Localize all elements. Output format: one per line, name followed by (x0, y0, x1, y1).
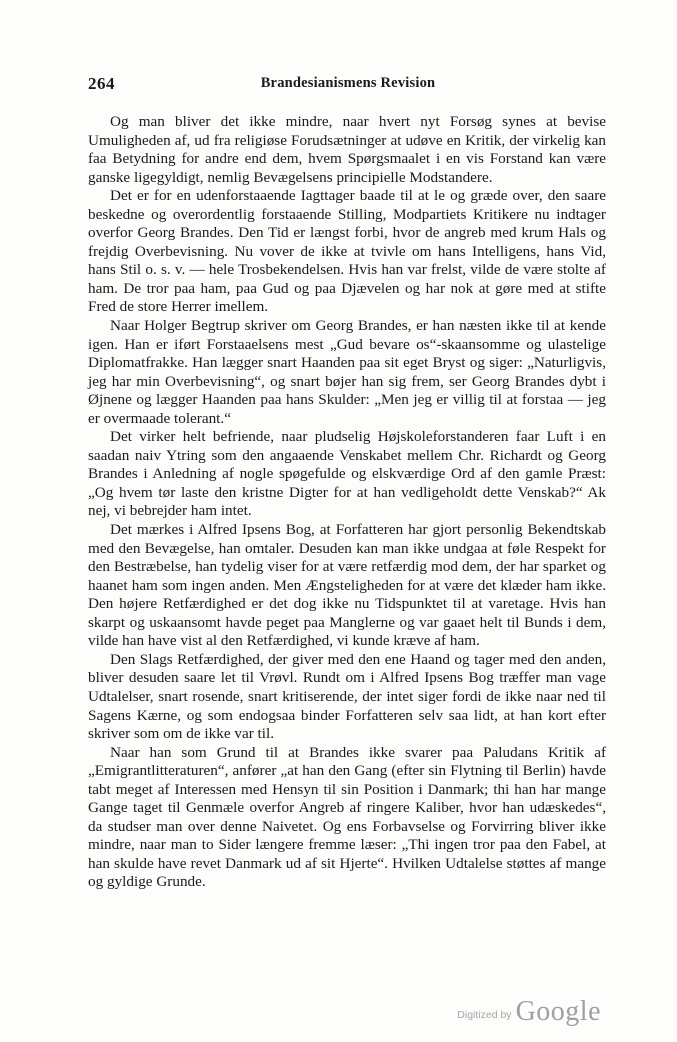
paragraph-2: Det er for en udenforstaaende Iagttager baade til at le og græde over, den saare beskedne og overordentlig forstaaende Stilling, Modpartiets Kritikere nu indtager overfor Georg Brandes. Den Tid er længst forbi, hvor de angreb med krum Hals og frejdig Overbevisning. Nu vover de ikke at tvivle om hans Intelligens, hans Vid, hans Stil o. s. v. — hele Trosbekendelsen. Hvis han var frelst, vilde de være stolte af ham. De tror paa ham, paa Gud og paa Djævelen og har nok at gøre med at stifte Fred de store Herrer imellem. (88, 187, 606, 316)
running-title: Brandesianismens Revision (260, 75, 436, 91)
paragraph-1: Og man bliver det ikke mindre, naar hvert nyt Forsøg synes at bevise Umuligheden af, ud fra religiøse Forudsætninger at udøve en Kritik, der virkelig kan faa Betydning for andre end dem, hvem Spørgsmaalet i en vis Forstand kan være ganske ligegyldigt, nemlig Bevægelsens principielle Modstandere. (88, 113, 606, 186)
digitized-by-label: Digitized by (457, 1009, 512, 1021)
page-header (88, 74, 608, 98)
google-logo: Google (515, 996, 601, 1027)
paragraph-4: Det virker helt befriende, naar pludselig Højskoleforstanderen faar Luft i en saadan naiv Ytring som den angaaende Venskabet mellem Chr. Richardt og Georg Brandes i Anledning af nogle spøgefulde og elskværdige Ord af den gamle Præst: „Og hvem tør laste den kristne Digter for at han vedligeholdt dette Venskab?“ Ak nej, vi bebrejder ham intet. (88, 428, 606, 520)
paragraph-3: Naar Holger Begtrup skriver om Georg Brandes, er han næsten ikke til at kende igen. Han er iført Forstaaelsens mest „Gud bevare os“-skaansomme og ulastelige Diplomatfrakke. Han lægger snart Haanden paa sit eget Bryst og siger: „Naturligvis, jeg har min Overbevisning“, og snart bøjer han sig frem, ser Georg Brandes dybt i Øjnene og lægger Haanden paa hans Skulder: „Men jeg er villig til at forstaa — jeg er overmaade tolerant.“ (88, 317, 606, 427)
paragraph-7: Naar han som Grund til at Brandes ikke svarer paa Paludans Kritik af „Emigrantlitteraturen“, anfører „at han den Gang (efter sin Flytning til Berlin) havde tabt meget af Interessen med Hensyn til sin Position i Danmark; thi han har mange Gange taget til Genmæle overfor Angreb af ringere Kaliber, hvor han udæskedes“, da studser man over denne Naivetet. Og ens Forbavselse og Forvirring bliver ikke mindre, naar man to Sider længere fremme læser: „Thi ingen tror paa den Fabel, at han skulde have revet Danmark ud af sit Hjerte“. Hvilken Udtalelse støttes af mange og gyldige Grunde. (88, 743, 606, 891)
paragraph-6: Den Slags Retfærdighed, der giver med den ene Haand og tager med den anden, bliver desuden saare let til Vrøvl. Rundt om i Alfred Ipsens Bog træffer man vage Udtalelser, snart rosende, snart kritiserende, der intet siger fordi de ikke naar ned til Sagens Kærne, og som endogsaa binder Forfatteren selv saa lidt, at han kort efter skriver som om de ikke var til. (88, 650, 606, 743)
google-watermark (457, 990, 601, 1026)
paragraph-5: Det mærkes i Alfred Ipsens Bog, at Forfatteren har gjort personlig Bekendtskab med den Bevægelse, han omtaler. Desuden kan man ikke undgaa at føle Respekt for den Bestræbelse, han tydelig viser for at være retfærdig mod dem, der har sparket og haanet ham som ingen anden. Men Ængsteligheden for at være det klæder ham ikke. Den højere Retfærdighed er det dog ikke nu Tidspunktet til at varetage. Hvis han skarpt og uskaansomt havde peget paa Manglerne og var gaaet helt til Bunds i dem, vilde han have vist al den Retfærdighed, vi kunde kræve af ham. (88, 521, 606, 650)
body-text (88, 113, 606, 892)
page-number: 264 (88, 74, 115, 93)
